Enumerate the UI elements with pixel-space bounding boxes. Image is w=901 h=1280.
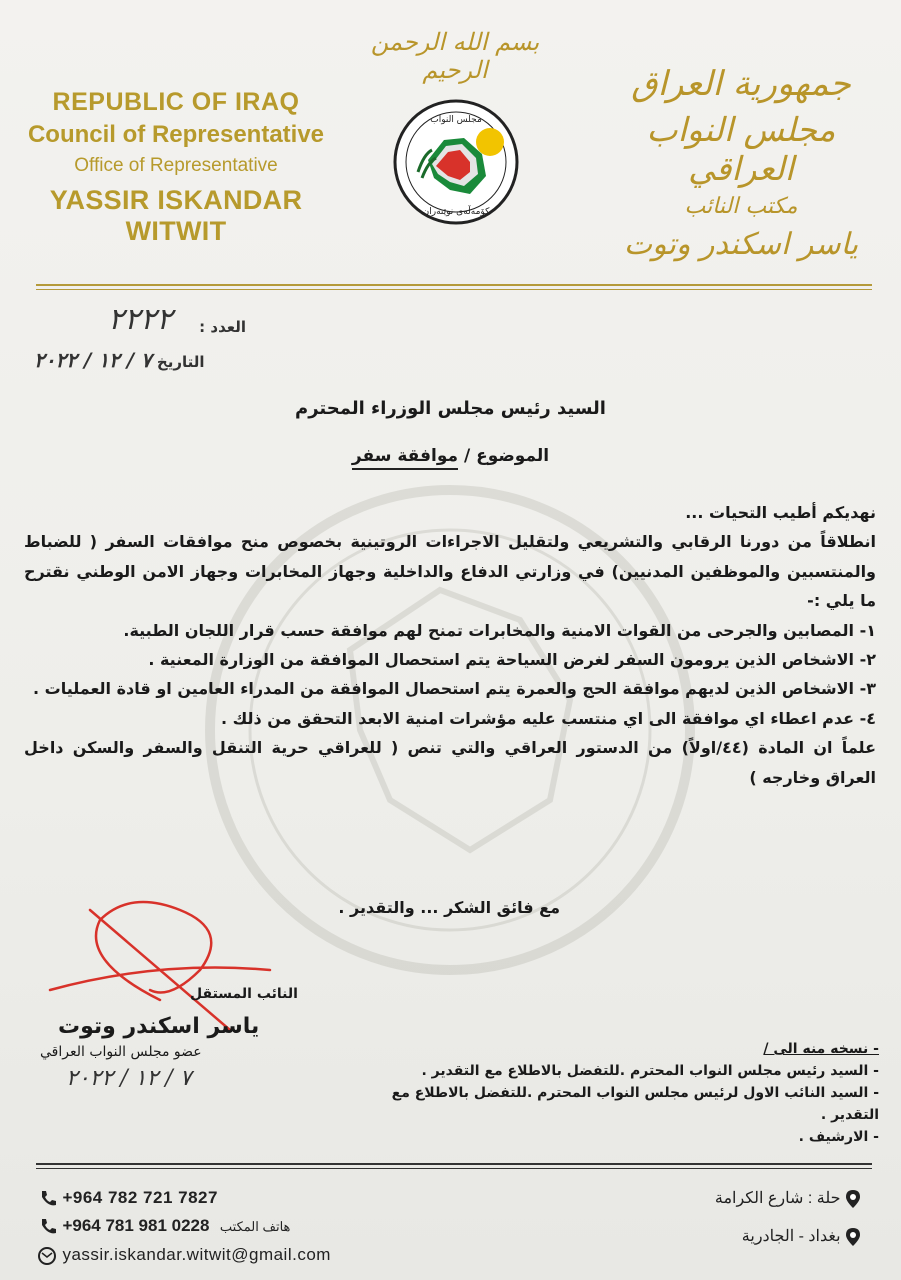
header-office: Office of Representative (74, 155, 278, 176)
reference-number-value: ٢٢٢٢ (108, 302, 173, 337)
reference-number-label: العدد : (199, 318, 246, 336)
letter-date (34, 348, 205, 372)
signatory-role: عضو مجلس النواب العراقي (40, 1044, 202, 1060)
copy-recipient: - السيد رئيس مجلس النواب المحترم .للتفضل بالاطلاع مع التقدير . (421, 1063, 879, 1079)
phone-number: +964 781 981 0228 (62, 1216, 210, 1235)
council-logo (392, 98, 520, 226)
phone-number: +964 782 721 7827 (62, 1188, 218, 1207)
footer-address-1 (715, 1188, 861, 1209)
header-representative-name: YASSIR ISKANDAR WITWIT (49, 185, 303, 246)
list-item: ٣- الاشخاص الذين لديهم موافقة الحج والعمرة يتم استحصال الموافقة من المدراء العامين او قادة العمليات . (32, 679, 876, 699)
closing-line: مع فائق الشكر ... والتقدير . (338, 898, 560, 917)
basmala: بسم الله الرحمن الرحيم (370, 28, 540, 84)
signatory-title: النائب المستقل (190, 986, 298, 1002)
subject-label: الموضوع / (463, 446, 550, 466)
phone-icon (38, 1189, 58, 1209)
copies-list (359, 1038, 879, 1148)
intro-paragraph: انطلاقاً من دورنا الرقابي والتشريعي ولتقليل الاجراءات الروتينية بخصوص منح موافقات السفر ( للضباط والمنتسبين والموظفين المدنيين) في وزارتي الدفاع والداخلية وجهاز المخابرات وجهاز الامن الوطني نقترح ما يلي :- (24, 532, 876, 611)
footer-phone-1 (38, 1188, 218, 1209)
footer-rule-thin (36, 1168, 872, 1169)
signatory-name: ياسر اسكندر وتوت (58, 1014, 260, 1039)
header-council-ar: مجلس النواب العراقي (646, 110, 836, 188)
header-representative-name-ar: ياسر اسكندر وتوت (623, 227, 859, 262)
list-item: ٢- الاشخاص الذين يرومون السفر لغرض السياحة يتم استحصال الموافقة من الوزارة المعنية . (148, 650, 876, 670)
signature-date: ٧ / ١٢ / ٢٠٢٢ (66, 1066, 192, 1091)
greeting: نهديكم أطيب التحيات ... (685, 503, 876, 522)
email-icon (36, 1247, 58, 1265)
office-phone-label: هاتف المكتب (219, 1219, 291, 1234)
footer-phone-2 (38, 1216, 290, 1237)
copy-recipient: - السيد النائب الاول لرئيس مجلس النواب المحترم .للتفضل بالاطلاع مع التقدير . (391, 1085, 879, 1123)
addressee: السيد رئيس مجلس الوزراء المحترم (295, 398, 606, 419)
header-rule (36, 284, 872, 286)
phone-icon (38, 1217, 58, 1237)
date-value: ٧ / ١٢ / ٢٠٢٢ (34, 348, 152, 372)
address-text: حلة : شارع الكرامة (714, 1190, 841, 1207)
footer-rule (36, 1163, 872, 1165)
footer-address-2 (742, 1226, 861, 1247)
constitution-note: علماً ان المادة (٤٤/اولاً) من الدستور العراقي والتي تنص ( للعراقي حرية التنقل والسفر والسكن داخل العراق وخارجه ) (24, 738, 877, 787)
header-country: REPUBLIC OF IRAQ (52, 88, 300, 116)
copies-header: - نسخه منه الى / (763, 1041, 879, 1057)
arabic-letterhead (611, 64, 871, 262)
letter-body (24, 498, 876, 792)
header-rule-thin (36, 289, 872, 290)
list-item: ٤- عدم اعطاء اي موافقة الى اي منتسب عليه مؤشرات امنية الابعد التحقق من ذلك . (220, 708, 876, 728)
footer-email (36, 1245, 331, 1265)
copy-recipient: - الارشيف . (798, 1129, 879, 1145)
logo-ring-text: كۆمەڵەی نوێنەران (422, 207, 490, 217)
header-council: Council of Representative (27, 121, 325, 148)
english-letterhead (26, 88, 326, 247)
location-pin-icon (845, 1189, 861, 1209)
subject-value: موافقة سفر (352, 446, 458, 470)
list-item: ١- المصابين والجرحى من القوات الامنية والمخابرات تمنح لهم موافقة حسب قرار اللجان الطبية. (123, 620, 876, 640)
address-text: بغداد - الجادرية (741, 1228, 841, 1245)
date-label: التاريخ (156, 353, 205, 371)
email-address: yassir.iskandar.witwit@gmail.com (62, 1245, 331, 1264)
location-pin-icon (845, 1227, 861, 1247)
logo-top-text: مجلس النواب (430, 115, 482, 125)
subject-line (0, 446, 901, 466)
header-office-ar: مكتب النائب (684, 194, 798, 219)
header-country-ar: جمهورية العراق (631, 64, 851, 104)
